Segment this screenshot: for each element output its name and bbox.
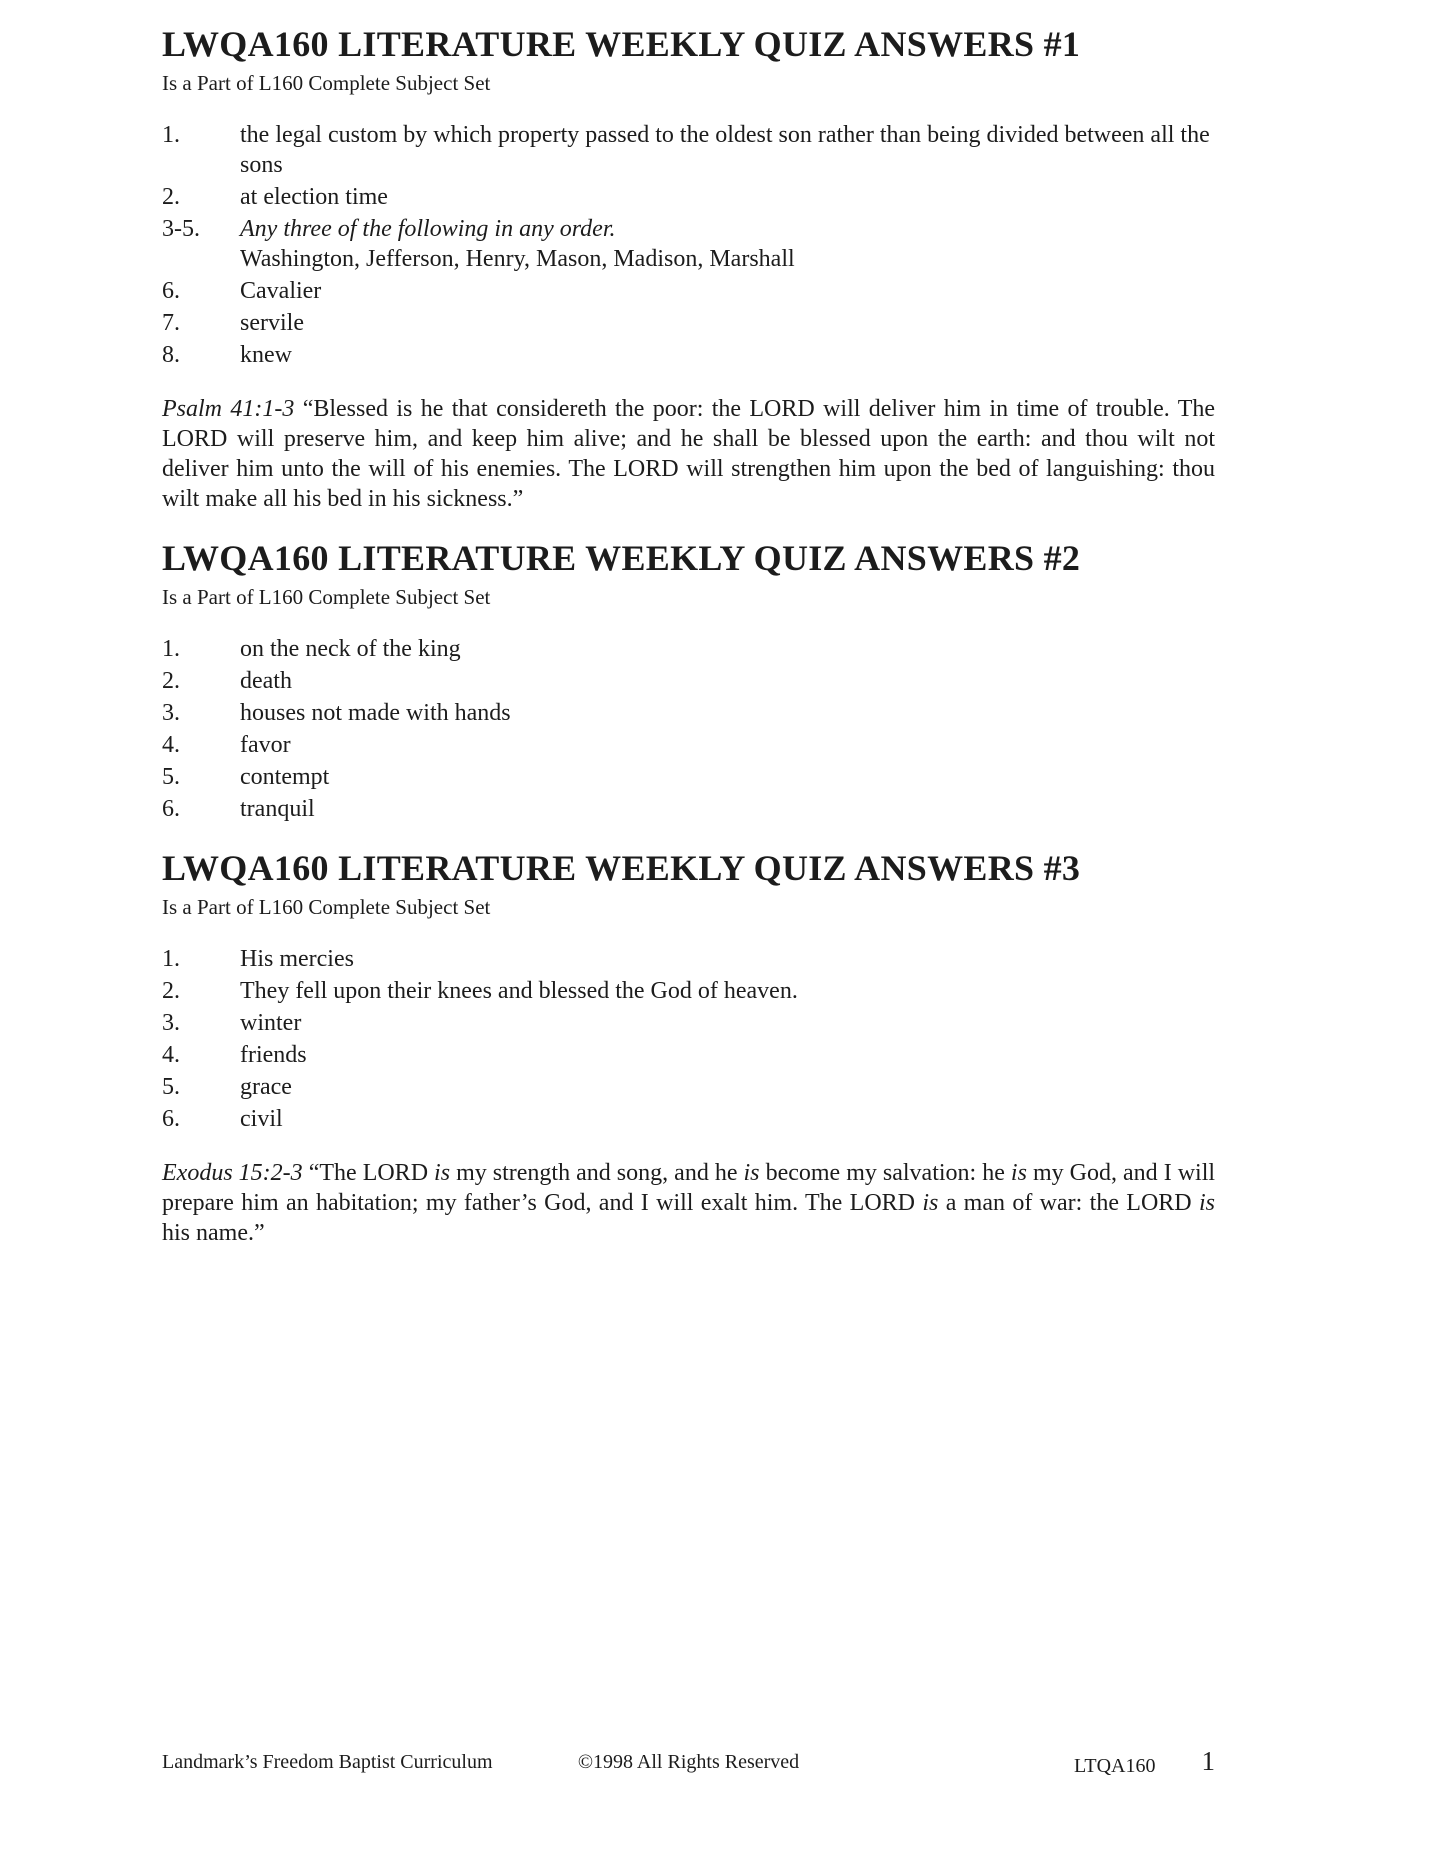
answer-line: Washington, Jefferson, Henry, Mason, Madison, Marshall	[240, 246, 795, 272]
answer-line: civil	[240, 1106, 283, 1132]
answer-text	[240, 182, 1215, 212]
answer-text	[240, 1008, 1215, 1038]
answer-number: 3.	[162, 1010, 180, 1036]
answer-text	[240, 120, 1215, 180]
answer-number: 1.	[162, 636, 180, 662]
answer-item	[162, 976, 1215, 1006]
page-footer	[162, 1748, 1215, 1782]
answer-item	[162, 276, 1215, 306]
quiz-section	[162, 848, 1215, 1248]
answer-line: They fell upon their knees and blessed the God of heaven.	[240, 978, 798, 1004]
answer-list	[162, 634, 1215, 824]
answer-item	[162, 1008, 1215, 1038]
answer-text	[240, 1040, 1215, 1070]
answer-line: friends	[240, 1042, 307, 1068]
answer-number: 2.	[162, 184, 180, 210]
answer-number: 3.	[162, 700, 180, 726]
answer-item	[162, 1104, 1215, 1134]
answer-text	[240, 340, 1215, 370]
answer-item	[162, 340, 1215, 370]
quiz-section	[162, 24, 1215, 514]
answer-line: servile	[240, 310, 304, 336]
passage-segment: is	[1198, 1190, 1215, 1216]
answer-item	[162, 698, 1215, 728]
answer-list	[162, 944, 1215, 1134]
answer-line: at election time	[240, 184, 388, 210]
answer-line: on the neck of the king	[240, 636, 461, 662]
answer-number: 4.	[162, 732, 180, 758]
answer-line: favor	[240, 732, 291, 758]
answer-item	[162, 944, 1215, 974]
section-subtitle: Is a Part of L160 Complete Subject Set	[162, 895, 491, 919]
section-subtitle: Is a Part of L160 Complete Subject Set	[162, 71, 491, 95]
section-title: LWQA160 LITERATURE WEEKLY QUIZ ANSWERS #1	[162, 24, 1081, 64]
answer-number: 5.	[162, 1074, 180, 1100]
answer-line: the legal custom by which property passed to the oldest son rather than being divided between all the sons	[240, 122, 1210, 178]
answer-line: tranquil	[240, 796, 315, 822]
answer-text	[240, 976, 1215, 1006]
answer-item	[162, 1072, 1215, 1102]
answer-line: houses not made with hands	[240, 700, 511, 726]
document-content	[162, 0, 1215, 1248]
answer-text	[240, 1072, 1215, 1102]
answer-item	[162, 794, 1215, 824]
passage-segment: is	[434, 1160, 451, 1186]
page-number: 1	[1201, 1746, 1215, 1776]
answer-number: 2.	[162, 978, 180, 1004]
answer-number: 6.	[162, 1106, 180, 1132]
answer-number: 6.	[162, 278, 180, 304]
answer-item	[162, 762, 1215, 792]
passage-segment: become my salvation: he	[765, 1160, 1011, 1186]
sections-container	[162, 24, 1215, 1248]
answer-item	[162, 1040, 1215, 1070]
footer-right-group	[1074, 1748, 1215, 1776]
answer-text	[240, 944, 1215, 974]
section-title: LWQA160 LITERATURE WEEKLY QUIZ ANSWERS #3	[162, 848, 1081, 888]
passage-segment: Exodus 15:2-3	[162, 1160, 303, 1186]
answer-number: 5.	[162, 764, 180, 790]
footer-copyright: ©1998 All Rights Reserved	[577, 1751, 800, 1773]
passage-segment: is	[922, 1190, 939, 1216]
answer-number: 4.	[162, 1042, 180, 1068]
scripture-passage	[162, 394, 1215, 514]
answer-text	[240, 308, 1215, 338]
answer-line: winter	[240, 1010, 302, 1036]
passage-segment: is	[1010, 1160, 1027, 1186]
answer-text	[240, 1104, 1215, 1134]
answer-text	[240, 698, 1215, 728]
answer-text	[240, 276, 1215, 306]
answer-number: 1.	[162, 946, 180, 972]
answer-list	[162, 120, 1215, 370]
answer-text	[240, 794, 1215, 824]
answer-line: His mercies	[240, 946, 354, 972]
answer-text	[240, 214, 1215, 274]
passage-segment: Psalm 41:1-3	[162, 396, 295, 422]
answer-line: Cavalier	[240, 278, 322, 304]
scripture-passage	[162, 1158, 1215, 1248]
passage-segment: a man of war: the LORD	[945, 1190, 1199, 1216]
answer-item	[162, 182, 1215, 212]
section-title: LWQA160 LITERATURE WEEKLY QUIZ ANSWERS #2	[162, 538, 1081, 578]
answer-number: 6.	[162, 796, 180, 822]
passage-segment: “Blessed is he that considereth the poor: the LORD will deliver him in time of trouble. The LORD will preserve him, and keep him alive; and he shall be blessed upon the earth: and thou wilt not deliver him unto the will of his enemies. The LORD will strengthen him upon the bed of languishing: thou wilt make all his bed in his sickness.”	[162, 396, 1216, 512]
footer-publisher: Landmark’s Freedom Baptist Curriculum	[162, 1751, 493, 1773]
footer-document-code: LTQA160	[1074, 1755, 1156, 1777]
answer-line: knew	[240, 342, 292, 368]
answer-number: 8.	[162, 342, 180, 368]
passage-segment: my strength and song, and he	[456, 1160, 744, 1186]
answer-number: 2.	[162, 668, 180, 694]
answer-item	[162, 308, 1215, 338]
answer-text	[240, 762, 1215, 792]
quiz-section	[162, 538, 1215, 824]
answer-text	[240, 666, 1215, 696]
answer-number: 1.	[162, 122, 180, 148]
answer-text	[240, 634, 1215, 664]
answer-line: Any three of the following in any order.	[240, 216, 616, 242]
answer-line: contempt	[240, 764, 330, 790]
answer-item	[162, 634, 1215, 664]
answer-line: death	[240, 668, 292, 694]
answer-item	[162, 666, 1215, 696]
passage-segment: is	[743, 1160, 760, 1186]
answer-item	[162, 120, 1215, 180]
answer-number: 7.	[162, 310, 180, 336]
passage-segment: my God, and I will prepare him an habitation; my father’s God, and I will exalt him. The LORD	[162, 1160, 1216, 1216]
passage-segment: his name.”	[162, 1220, 265, 1246]
passage-segment: “The LORD	[308, 1160, 435, 1186]
answer-line: grace	[240, 1074, 292, 1100]
section-subtitle: Is a Part of L160 Complete Subject Set	[162, 585, 491, 609]
answer-text	[240, 730, 1215, 760]
answer-number: 3-5.	[162, 216, 200, 242]
answer-item	[162, 214, 1215, 274]
answer-item	[162, 730, 1215, 760]
